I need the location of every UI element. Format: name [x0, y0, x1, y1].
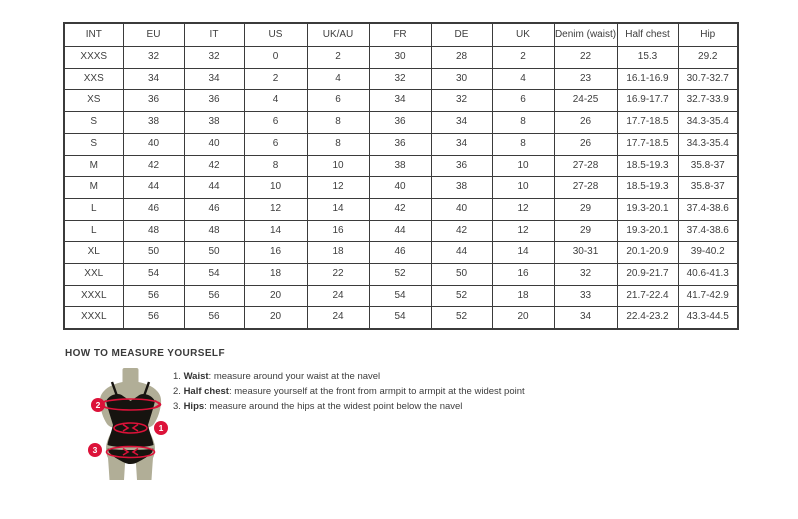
table-row [64, 68, 738, 90]
table-cell: 10 [244, 177, 307, 199]
step-number: 2. [173, 386, 184, 397]
table-cell: 44 [369, 220, 431, 242]
step-label: Half chest [183, 386, 229, 397]
table-cell: XL [64, 242, 123, 264]
step-text: : measure around your waist at the navel [208, 371, 381, 382]
table-cell: 19.3-20.1 [617, 220, 678, 242]
table-cell: 33 [554, 285, 617, 307]
table-cell: 56 [123, 285, 184, 307]
table-cell: XXXL [64, 285, 123, 307]
step-text: : measure around the hips at the widest point below the navel [204, 401, 463, 412]
table-cell: 20.1-20.9 [617, 242, 678, 264]
table-cell: 18 [492, 285, 554, 307]
mannequin-illustration-icon [86, 368, 174, 482]
measure-step [173, 384, 593, 399]
table-cell: 22 [554, 47, 617, 69]
table-cell: 16 [492, 264, 554, 286]
table-cell: 44 [123, 177, 184, 199]
step-label: Hips [183, 401, 205, 412]
table-cell: 50 [184, 242, 244, 264]
table-cell: 40 [369, 177, 431, 199]
table-cell: 43.3-44.5 [678, 307, 738, 329]
table-cell: 12 [244, 198, 307, 220]
table-cell: 10 [492, 177, 554, 199]
table-cell: 22 [307, 264, 369, 286]
table-cell: 30 [431, 68, 492, 90]
table-cell: 19.3-20.1 [617, 198, 678, 220]
table-cell: 34.3-35.4 [678, 133, 738, 155]
table-cell: 38 [123, 112, 184, 134]
step-label: Waist [183, 371, 209, 382]
table-cell: 34 [431, 112, 492, 134]
table-cell: 6 [307, 90, 369, 112]
table-row [64, 112, 738, 134]
table-cell: 12 [307, 177, 369, 199]
table-cell: 41.7-42.9 [678, 285, 738, 307]
table-cell: 26 [554, 133, 617, 155]
table-cell: 40 [184, 133, 244, 155]
svg-text:3: 3 [92, 445, 98, 455]
table-cell: 30-31 [554, 242, 617, 264]
table-cell: 34 [554, 307, 617, 329]
table-cell: 37.4-38.6 [678, 198, 738, 220]
table-cell: 12 [492, 220, 554, 242]
svg-text:2: 2 [95, 400, 101, 410]
table-cell: 34.3-35.4 [678, 112, 738, 134]
table-cell: 0 [244, 47, 307, 69]
step-text: : measure yourself at the front from armpit to armpit at the widest point [228, 386, 525, 397]
step-number: 3. [173, 401, 184, 412]
badge-2 [91, 398, 105, 412]
column-header: DE [431, 23, 492, 47]
table-cell: L [64, 220, 123, 242]
table-cell: XXXL [64, 307, 123, 329]
table-cell: 18.5-19.3 [617, 155, 678, 177]
table-cell: 29 [554, 220, 617, 242]
table-row [64, 133, 738, 155]
table-cell: 23 [554, 68, 617, 90]
size-table [63, 22, 739, 330]
table-cell: 46 [184, 198, 244, 220]
table-cell: 34 [123, 68, 184, 90]
table-cell: 16 [307, 220, 369, 242]
table-cell: 50 [431, 264, 492, 286]
table-cell: 20 [244, 307, 307, 329]
table-cell: 32.7-33.9 [678, 90, 738, 112]
table-cell: 36 [431, 155, 492, 177]
column-header: EU [123, 23, 184, 47]
table-cell: 38 [431, 177, 492, 199]
table-cell: 2 [307, 47, 369, 69]
size-table-header [64, 23, 738, 47]
table-cell: XXS [64, 68, 123, 90]
table-row [64, 198, 738, 220]
table-row [64, 285, 738, 307]
table-cell: 18.5-19.3 [617, 177, 678, 199]
table-cell: 34 [184, 68, 244, 90]
table-cell: M [64, 155, 123, 177]
table-cell: 27-28 [554, 177, 617, 199]
camisole-top [106, 394, 155, 447]
table-row [64, 242, 738, 264]
table-cell: 20.9-21.7 [617, 264, 678, 286]
table-cell: 36 [369, 112, 431, 134]
table-cell: 48 [123, 220, 184, 242]
table-cell: 52 [431, 307, 492, 329]
table-cell: 36 [123, 90, 184, 112]
table-cell: XXXS [64, 47, 123, 69]
table-cell: 36 [369, 133, 431, 155]
table-cell: 34 [369, 90, 431, 112]
table-cell: 35.8-37 [678, 177, 738, 199]
measure-section-heading: HOW TO MEASURE YOURSELF [65, 348, 225, 359]
table-row [64, 264, 738, 286]
table-cell: 18 [307, 242, 369, 264]
table-cell: 44 [431, 242, 492, 264]
table-cell: 42 [431, 220, 492, 242]
table-cell: 34 [431, 133, 492, 155]
table-cell: 16.9-17.7 [617, 90, 678, 112]
table-cell: 54 [184, 264, 244, 286]
table-cell: 15.3 [617, 47, 678, 69]
badge-3 [88, 443, 102, 457]
table-cell: 52 [431, 285, 492, 307]
size-table-container [63, 22, 737, 330]
table-cell: 40 [123, 133, 184, 155]
table-row [64, 307, 738, 329]
table-cell: 21.7-22.4 [617, 285, 678, 307]
table-cell: L [64, 198, 123, 220]
column-header: IT [184, 23, 244, 47]
table-cell: 4 [307, 68, 369, 90]
table-cell: 20 [492, 307, 554, 329]
table-cell: S [64, 112, 123, 134]
table-cell: M [64, 177, 123, 199]
table-row [64, 90, 738, 112]
table-row [64, 177, 738, 199]
table-cell: 42 [123, 155, 184, 177]
table-cell: 29 [554, 198, 617, 220]
table-cell: 8 [307, 133, 369, 155]
table-cell: 24-25 [554, 90, 617, 112]
column-header: FR [369, 23, 431, 47]
size-table-body [64, 47, 738, 330]
svg-text:1: 1 [158, 423, 164, 433]
measurement-figure [86, 368, 174, 482]
table-cell: 48 [184, 220, 244, 242]
table-cell: 17.7-18.5 [617, 133, 678, 155]
table-cell: 12 [492, 198, 554, 220]
table-cell: 20 [244, 285, 307, 307]
table-cell: 24 [307, 307, 369, 329]
table-cell: 28 [431, 47, 492, 69]
table-cell: 30.7-32.7 [678, 68, 738, 90]
table-cell: 8 [492, 112, 554, 134]
table-cell: 44 [184, 177, 244, 199]
table-cell: 32 [369, 68, 431, 90]
badge-1 [154, 421, 168, 435]
table-cell: 14 [307, 198, 369, 220]
column-header: Hip [678, 23, 738, 47]
table-cell: 56 [123, 307, 184, 329]
step-number: 1. [173, 371, 184, 382]
table-cell: 32 [431, 90, 492, 112]
table-cell: 38 [184, 112, 244, 134]
table-cell: 14 [492, 242, 554, 264]
table-cell: 38 [369, 155, 431, 177]
column-header: UK/AU [307, 23, 369, 47]
table-cell: 37.4-38.6 [678, 220, 738, 242]
column-header: INT [64, 23, 123, 47]
table-cell: 42 [369, 198, 431, 220]
table-cell: 54 [369, 285, 431, 307]
table-cell: 4 [244, 90, 307, 112]
table-cell: 14 [244, 220, 307, 242]
table-cell: 6 [492, 90, 554, 112]
table-cell: 46 [123, 198, 184, 220]
table-cell: 8 [492, 133, 554, 155]
table-cell: 22.4-23.2 [617, 307, 678, 329]
column-header: Denim (waist) [554, 23, 617, 47]
table-cell: 36 [184, 90, 244, 112]
table-cell: 35.8-37 [678, 155, 738, 177]
table-cell: 6 [244, 133, 307, 155]
table-cell: 39-40.2 [678, 242, 738, 264]
table-cell: 32 [184, 47, 244, 69]
table-cell: 18 [244, 264, 307, 286]
table-cell: 6 [244, 112, 307, 134]
table-cell: 27-28 [554, 155, 617, 177]
table-cell: 10 [307, 155, 369, 177]
table-cell: 56 [184, 307, 244, 329]
table-cell: 52 [369, 264, 431, 286]
measure-instructions-list [173, 369, 593, 414]
table-cell: 42 [184, 155, 244, 177]
table-cell: 32 [123, 47, 184, 69]
column-header: Half chest [617, 23, 678, 47]
table-cell: 10 [492, 155, 554, 177]
table-row [64, 155, 738, 177]
table-cell: 4 [492, 68, 554, 90]
table-cell: 29.2 [678, 47, 738, 69]
table-cell: 30 [369, 47, 431, 69]
table-cell: 46 [369, 242, 431, 264]
table-cell: 16 [244, 242, 307, 264]
table-cell: 40.6-41.3 [678, 264, 738, 286]
table-cell: 26 [554, 112, 617, 134]
table-cell: 56 [184, 285, 244, 307]
table-cell: 16.1-16.9 [617, 68, 678, 90]
table-cell: 8 [244, 155, 307, 177]
table-cell: XS [64, 90, 123, 112]
table-cell: 2 [492, 47, 554, 69]
table-cell: 54 [123, 264, 184, 286]
table-cell: 50 [123, 242, 184, 264]
table-cell: 40 [431, 198, 492, 220]
table-row [64, 47, 738, 69]
column-header: UK [492, 23, 554, 47]
size-table-header-row [64, 23, 738, 47]
table-cell: S [64, 133, 123, 155]
column-header: US [244, 23, 307, 47]
table-cell: XXL [64, 264, 123, 286]
table-cell: 2 [244, 68, 307, 90]
table-row [64, 220, 738, 242]
measure-step [173, 369, 593, 384]
table-cell: 24 [307, 285, 369, 307]
table-cell: 32 [554, 264, 617, 286]
table-cell: 8 [307, 112, 369, 134]
measure-step [173, 399, 593, 414]
table-cell: 54 [369, 307, 431, 329]
table-cell: 17.7-18.5 [617, 112, 678, 134]
